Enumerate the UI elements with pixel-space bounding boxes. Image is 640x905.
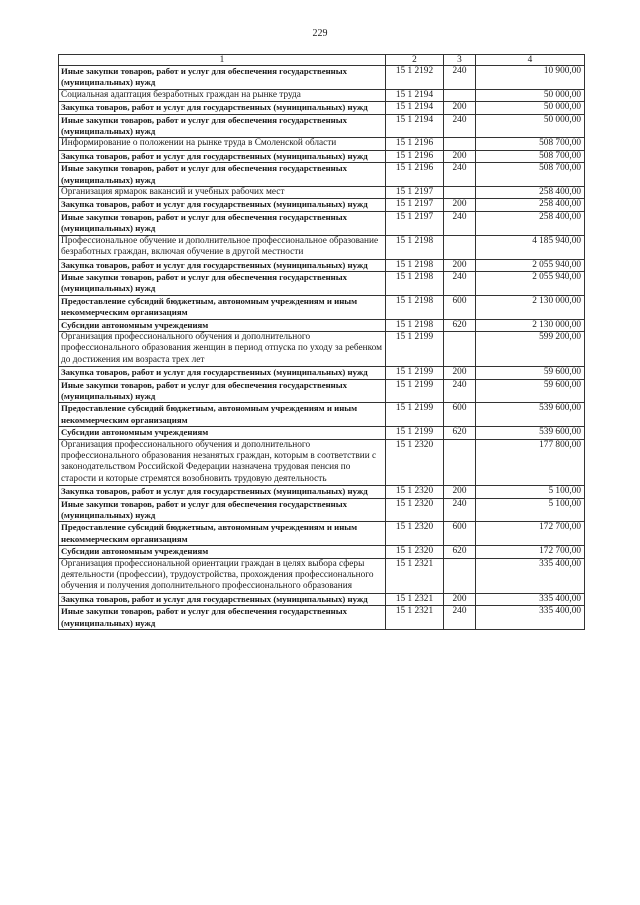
row-amount-cell: 335 400,00 [476, 606, 585, 630]
row-name-cell: Профессиональное обучение и дополнительное профессиональное образование безработных граждан, включая обучение в другой местности [59, 235, 386, 259]
row-name-cell: Закупка товаров, работ и услуг для государственных (муниципальных) нужд [59, 259, 386, 271]
row-type-cell: 620 [444, 546, 476, 558]
row-amount-cell: 539 600,00 [476, 427, 585, 439]
row-code-cell: 15 1 2198 [386, 319, 444, 331]
row-type-cell: 200 [444, 150, 476, 162]
row-type-cell: 240 [444, 271, 476, 295]
header-cell-code: 2 [386, 55, 444, 66]
row-amount-cell: 258 400,00 [476, 187, 585, 199]
row-amount-cell: 4 185 940,00 [476, 235, 585, 259]
table-row [59, 522, 585, 546]
table-row [59, 66, 585, 90]
row-amount-cell: 10 900,00 [476, 66, 585, 90]
row-code-cell: 15 1 2199 [386, 331, 444, 366]
row-type-cell: 620 [444, 319, 476, 331]
row-type-cell: 240 [444, 211, 476, 235]
row-name-cell: Иные закупки товаров, работ и услуг для обеспечения государственных (муниципальных) нужд [59, 498, 386, 522]
row-code-cell: 15 1 2199 [386, 427, 444, 439]
row-amount-cell: 50 000,00 [476, 102, 585, 114]
row-amount-cell: 335 400,00 [476, 593, 585, 605]
row-name-cell: Закупка товаров, работ и услуг для государственных (муниципальных) нужд [59, 486, 386, 498]
row-type-cell: 240 [444, 379, 476, 403]
table-row [59, 486, 585, 498]
page-number: 229 [312, 28, 328, 39]
row-amount-cell: 2 130 000,00 [476, 319, 585, 331]
row-amount-cell: 50 000,00 [476, 89, 585, 101]
table-row [59, 211, 585, 235]
row-name-cell: Закупка товаров, работ и услуг для государственных (муниципальных) нужд [59, 102, 386, 114]
row-amount-cell: 5 100,00 [476, 498, 585, 522]
row-type-cell: 240 [444, 606, 476, 630]
row-type-cell: 620 [444, 427, 476, 439]
table-row [59, 379, 585, 403]
row-name-cell: Субсидии автономным учреждениям [59, 546, 386, 558]
row-name-cell: Закупка товаров, работ и услуг для государственных (муниципальных) нужд [59, 199, 386, 211]
row-type-cell: 200 [444, 593, 476, 605]
table-row [59, 606, 585, 630]
row-code-cell: 15 1 2321 [386, 606, 444, 630]
row-amount-cell: 5 100,00 [476, 486, 585, 498]
table-row [59, 187, 585, 199]
header-cell-amount: 4 [476, 55, 585, 66]
header-cell-type: 3 [444, 55, 476, 66]
row-name-cell: Предоставление субсидий бюджетным, автономным учреждениям и иным некоммерческим организациям [59, 403, 386, 427]
row-name-cell: Организация профессионального обучения и дополнительного профессионального образования женщин в период отпуска по уходу за ребенком до достижения им возраста трех лет [59, 331, 386, 366]
row-code-cell: 15 1 2197 [386, 211, 444, 235]
row-name-cell: Иные закупки товаров, работ и услуг для обеспечения государственных (муниципальных) нужд [59, 66, 386, 90]
row-code-cell: 15 1 2196 [386, 163, 444, 187]
row-code-cell: 15 1 2198 [386, 259, 444, 271]
table-row [59, 331, 585, 366]
row-code-cell: 15 1 2320 [386, 439, 444, 486]
row-type-cell [444, 439, 476, 486]
row-type-cell: 240 [444, 498, 476, 522]
table-row [59, 546, 585, 558]
row-name-cell: Предоставление субсидий бюджетным, автономным учреждениям и иным некоммерческим организациям [59, 522, 386, 546]
row-code-cell: 15 1 2196 [386, 150, 444, 162]
row-type-cell [444, 558, 476, 593]
row-amount-cell: 508 700,00 [476, 163, 585, 187]
table-row [59, 114, 585, 138]
table-row [59, 235, 585, 259]
table-row [59, 89, 585, 101]
row-type-cell: 200 [444, 259, 476, 271]
row-type-cell: 600 [444, 522, 476, 546]
row-amount-cell: 2 055 940,00 [476, 259, 585, 271]
row-name-cell: Организация профессионального обучения и дополнительного профессионального образования незанятых граждан, которым в соответствии с законодательством Российской Федерации назначена трудовая пенсия по старости и которые стремятся возобновить трудовую деятельность [59, 439, 386, 486]
row-name-cell: Социальная адаптация безработных граждан на рынке труда [59, 89, 386, 101]
row-name-cell: Организация ярмарок вакансий и учебных рабочих мест [59, 187, 386, 199]
row-type-cell: 200 [444, 486, 476, 498]
row-code-cell: 15 1 2197 [386, 199, 444, 211]
row-name-cell: Закупка товаров, работ и услуг для государственных (муниципальных) нужд [59, 367, 386, 379]
row-type-cell [444, 138, 476, 150]
row-code-cell: 15 1 2320 [386, 522, 444, 546]
table-row [59, 102, 585, 114]
row-name-cell: Иные закупки товаров, работ и услуг для обеспечения государственных (муниципальных) нужд [59, 606, 386, 630]
table-row [59, 271, 585, 295]
row-amount-cell: 2 130 000,00 [476, 295, 585, 319]
table-row [59, 163, 585, 187]
row-amount-cell: 508 700,00 [476, 138, 585, 150]
row-name-cell: Иные закупки товаров, работ и услуг для обеспечения государственных (муниципальных) нужд [59, 271, 386, 295]
budget-table [58, 54, 585, 630]
row-code-cell: 15 1 2194 [386, 114, 444, 138]
row-amount-cell: 2 055 940,00 [476, 271, 585, 295]
header-cell-name: 1 [59, 55, 386, 66]
row-type-cell: 200 [444, 367, 476, 379]
row-name-cell: Субсидии автономным учреждениям [59, 427, 386, 439]
row-code-cell: 15 1 2199 [386, 379, 444, 403]
row-code-cell: 15 1 2320 [386, 498, 444, 522]
row-amount-cell: 508 700,00 [476, 150, 585, 162]
row-code-cell: 15 1 2321 [386, 593, 444, 605]
table-row [59, 138, 585, 150]
row-code-cell: 15 1 2320 [386, 486, 444, 498]
table-row [59, 498, 585, 522]
row-code-cell: 15 1 2198 [386, 235, 444, 259]
row-type-cell: 600 [444, 403, 476, 427]
table-row [59, 319, 585, 331]
row-amount-cell: 50 000,00 [476, 114, 585, 138]
row-type-cell: 200 [444, 102, 476, 114]
row-name-cell: Закупка товаров, работ и услуг для государственных (муниципальных) нужд [59, 150, 386, 162]
row-code-cell: 15 1 2199 [386, 403, 444, 427]
row-name-cell: Иные закупки товаров, работ и услуг для обеспечения государственных (муниципальных) нужд [59, 163, 386, 187]
row-name-cell: Иные закупки товаров, работ и услуг для обеспечения государственных (муниципальных) нужд [59, 379, 386, 403]
table-row [59, 403, 585, 427]
row-type-cell: 600 [444, 295, 476, 319]
row-type-cell: 240 [444, 66, 476, 90]
row-type-cell: 200 [444, 199, 476, 211]
row-amount-cell: 172 700,00 [476, 522, 585, 546]
row-code-cell: 15 1 2196 [386, 138, 444, 150]
row-name-cell: Субсидии автономным учреждениям [59, 319, 386, 331]
row-type-cell [444, 331, 476, 366]
row-name-cell: Предоставление субсидий бюджетным, автономным учреждениям и иным некоммерческим организациям [59, 295, 386, 319]
table-row [59, 439, 585, 486]
row-code-cell: 15 1 2321 [386, 558, 444, 593]
row-name-cell: Организация профессиональной ориентации граждан в целях выбора сферы деятельности (профессии), трудоустройства, прохождения профессионального обучения и получения дополнительного профессионального образования [59, 558, 386, 593]
row-code-cell: 15 1 2192 [386, 66, 444, 90]
row-code-cell: 15 1 2198 [386, 271, 444, 295]
row-amount-cell: 335 400,00 [476, 558, 585, 593]
row-amount-cell: 258 400,00 [476, 199, 585, 211]
row-name-cell: Иные закупки товаров, работ и услуг для обеспечения государственных (муниципальных) нужд [59, 114, 386, 138]
row-amount-cell: 177 800,00 [476, 439, 585, 486]
row-code-cell: 15 1 2194 [386, 102, 444, 114]
row-code-cell: 15 1 2194 [386, 89, 444, 101]
row-amount-cell: 59 600,00 [476, 367, 585, 379]
header-row [59, 55, 585, 66]
row-type-cell: 240 [444, 114, 476, 138]
table-row [59, 259, 585, 271]
table-row [59, 558, 585, 593]
table-row [59, 593, 585, 605]
row-code-cell: 15 1 2199 [386, 367, 444, 379]
row-amount-cell: 172 700,00 [476, 546, 585, 558]
table-row [59, 295, 585, 319]
table-row [59, 427, 585, 439]
row-code-cell: 15 1 2197 [386, 187, 444, 199]
row-code-cell: 15 1 2198 [386, 295, 444, 319]
row-type-cell [444, 235, 476, 259]
row-code-cell: 15 1 2320 [386, 546, 444, 558]
row-name-cell: Закупка товаров, работ и услуг для государственных (муниципальных) нужд [59, 593, 386, 605]
row-amount-cell: 539 600,00 [476, 403, 585, 427]
table-row [59, 199, 585, 211]
row-type-cell [444, 187, 476, 199]
row-amount-cell: 258 400,00 [476, 211, 585, 235]
row-amount-cell: 59 600,00 [476, 379, 585, 403]
table-row [59, 367, 585, 379]
row-type-cell: 240 [444, 163, 476, 187]
table-row [59, 150, 585, 162]
row-type-cell [444, 89, 476, 101]
row-name-cell: Информирование о положении на рынке труда в Смоленской области [59, 138, 386, 150]
row-name-cell: Иные закупки товаров, работ и услуг для обеспечения государственных (муниципальных) нужд [59, 211, 386, 235]
row-amount-cell: 599 200,00 [476, 331, 585, 366]
